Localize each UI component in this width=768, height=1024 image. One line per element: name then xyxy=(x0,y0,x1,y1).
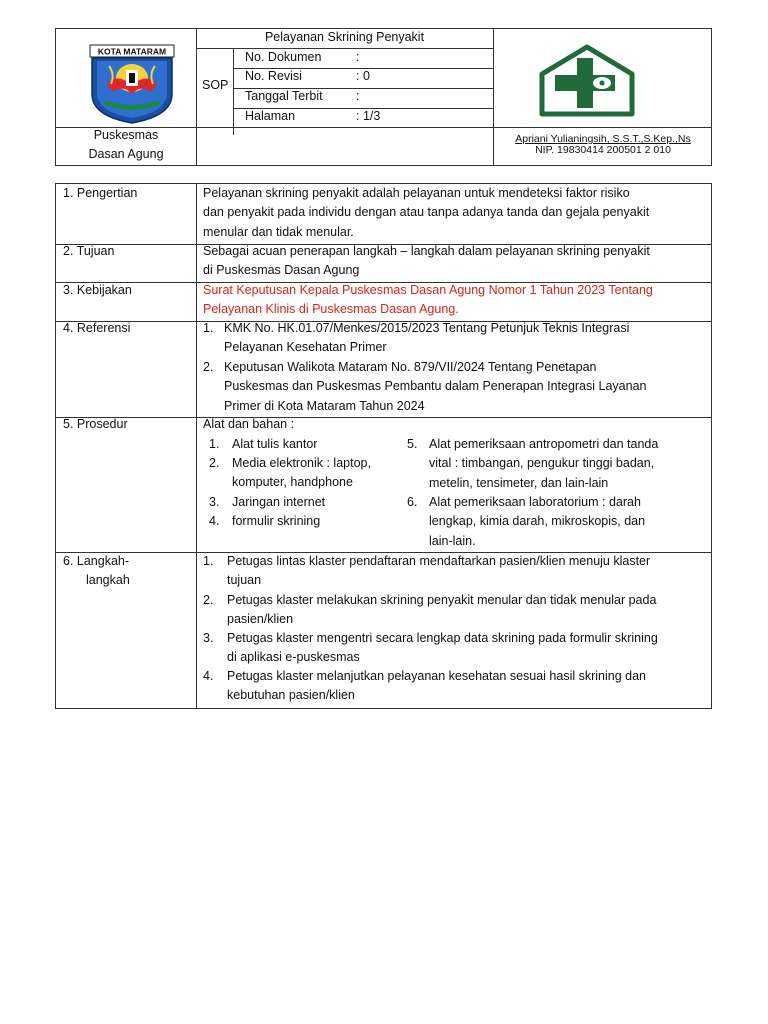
divider xyxy=(196,29,197,165)
text-line: Surat Keputusan Kepala Puskesmas Dasan Agung Nomor 1 Tahun 2023 Tentang xyxy=(203,283,653,297)
tool-item xyxy=(232,454,371,493)
tujuan-text xyxy=(203,242,705,281)
org-name-line2: Dasan Agung xyxy=(88,147,164,161)
logo-banner-text: KOTA MATARAM xyxy=(97,46,167,57)
org-name-line1: Puskesmas xyxy=(93,128,159,142)
text-line: Petugas lintas klaster pendaftaran mendaftarkan pasien/klien menuju klaster xyxy=(227,554,651,568)
text-line: Petugas klaster melakukan skrining penyakit menular dan tidak menular pada xyxy=(227,593,657,607)
sop-label: SOP xyxy=(202,78,229,92)
text-line: Sebagai acuan penerapan langkah – langkah dalam pelayanan skrining penyakit xyxy=(203,244,650,258)
meta-value: : 0 xyxy=(356,69,370,83)
langkah-item xyxy=(227,591,705,630)
section-label-langkah xyxy=(63,552,130,591)
section-label-pengertian: 1. Pengertian xyxy=(63,186,138,200)
list-number: 1. xyxy=(203,321,214,335)
section-label-prosedur: 5. Prosedur xyxy=(63,417,128,431)
text-line: vital : timbangan, pengukur tinggi badan, xyxy=(429,456,655,471)
list-number: 2. xyxy=(203,360,214,374)
tool-item xyxy=(232,493,325,512)
text-line: lain-lain. xyxy=(429,533,476,548)
text-line: Alat pemeriksaan antropometri dan tanda xyxy=(429,437,659,451)
langkah-item xyxy=(227,629,705,668)
kebijakan-text xyxy=(203,281,705,320)
list-number: 1. xyxy=(203,554,214,568)
prosedur-intro: Alat dan bahan : xyxy=(203,417,295,431)
tool-item xyxy=(232,512,320,531)
text-line: di aplikasi e-puskesmas xyxy=(227,650,360,665)
list-number: 2. xyxy=(209,456,220,470)
text-line: Pelayanan Kesehatan Primer xyxy=(224,340,387,355)
list-number: 4. xyxy=(203,669,214,683)
list-number: 3. xyxy=(209,495,220,509)
text-line: Petugas klaster melanjutkan pelayanan kesehatan sesuai hasil skrining dan xyxy=(227,669,647,683)
divider xyxy=(233,48,234,135)
meta-label: No. Dokumen xyxy=(245,50,322,64)
text-line: di Puskesmas Dasan Agung xyxy=(203,263,360,278)
puskesmas-logo xyxy=(539,44,635,118)
text-line: pasien/klien xyxy=(227,612,294,627)
text-line: menular dan tidak menular. xyxy=(203,224,354,239)
text-line: langkah xyxy=(86,573,130,588)
pengertian-text xyxy=(203,184,705,242)
list-number: 2. xyxy=(203,593,214,607)
langkah-item xyxy=(227,667,705,706)
tool-item xyxy=(232,435,317,454)
referensi-item xyxy=(224,319,705,358)
text-line: Primer di Kota Mataram Tahun 2024 xyxy=(224,398,425,413)
meta-label: No. Revisi xyxy=(245,69,302,83)
text-line: Petugas klaster mengentri secara lengkap data skrining pada formulir skrining xyxy=(227,631,658,645)
sop-header xyxy=(55,28,712,166)
meta-label: Halaman xyxy=(245,109,296,123)
text-line: dan penyakit pada individu dengan atau tanpa adanya tanda dan gejala penyakit xyxy=(203,205,650,220)
text-line: Alat tulis kantor xyxy=(232,437,318,451)
meta-value: : xyxy=(356,89,360,103)
section-label-tujuan: 2. Tujuan xyxy=(63,244,115,258)
text-line: metelin, tensimeter, dan lain-lain xyxy=(429,475,609,490)
text-line: Pelayanan Klinis di Puskesmas Dasan Agung. xyxy=(203,302,459,317)
list-number: 4. xyxy=(209,514,220,528)
meta-label: Tanggal Terbit xyxy=(245,89,323,103)
kota-mataram-logo xyxy=(89,44,175,124)
text-line: komputer, handphone xyxy=(232,475,353,490)
meta-value: : xyxy=(356,50,360,64)
text-line: Media elektronik : laptop, xyxy=(232,456,371,470)
text-line: 6. Langkah- xyxy=(63,554,130,568)
tool-item xyxy=(429,493,693,551)
list-number: 6. xyxy=(407,495,418,509)
list-number: 3. xyxy=(203,631,214,645)
referensi-item xyxy=(224,358,705,416)
divider xyxy=(56,417,711,418)
meta-value: : 1/3 xyxy=(356,109,381,123)
signer-nip: NIP. 19830414 200501 2 010 xyxy=(535,144,671,156)
sop-content-table xyxy=(55,183,712,709)
text-line: lengkap, kimia darah, mikroskopis, dan xyxy=(429,514,646,529)
divider xyxy=(196,184,197,708)
text-line: Alat pemeriksaan laboratorium : darah xyxy=(429,495,641,509)
text-line: kebutuhan pasien/klien xyxy=(227,688,355,703)
signer-name: Apriani Yulianingsih, S.S.T.,S.Kep.,Ns xyxy=(515,133,691,145)
tool-item xyxy=(429,435,693,493)
divider xyxy=(196,48,493,49)
text-line: Puskesmas dan Puskesmas Pembantu dalam Penerapan Integrasi Layanan xyxy=(224,379,647,394)
text-line: Pelayanan skrining penyakit adalah pelayanan untuk mendeteksi faktor risiko xyxy=(203,186,630,200)
document-title: Pelayanan Skrining Penyakit xyxy=(264,30,425,44)
list-number: 1. xyxy=(209,437,220,451)
text-line: Keputusan Walikota Mataram No. 879/VII/2024 Tentang Penetapan xyxy=(224,360,597,374)
section-label-referensi: 4. Referensi xyxy=(63,321,131,335)
section-label-kebijakan: 3. Kebijakan xyxy=(63,283,132,297)
text-line: KMK No. HK.01.07/Menkes/2015/2023 Tentang Petunjuk Teknis Integrasi xyxy=(224,321,630,335)
text-line: formulir skrining xyxy=(232,514,321,528)
text-line: tujuan xyxy=(227,573,262,588)
langkah-item xyxy=(227,552,705,591)
list-number: 5. xyxy=(407,437,418,451)
text-line: Jaringan internet xyxy=(232,495,326,509)
